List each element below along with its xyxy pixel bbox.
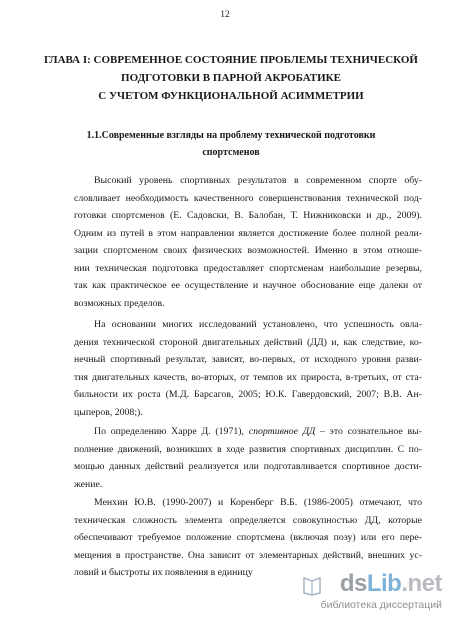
text-line: тия двигательных качеств, во-вторых, от темпов их прироста, в-третьих, от ста- — [74, 371, 422, 383]
text-line: нечный спортивный результат, зависят, во-первых, от исходного уровня разви- — [74, 354, 422, 365]
chapter-title-line: С УЧЕТОМ ФУНКЦИОНАЛЬНОЙ АСИММЕТРИИ — [98, 90, 364, 102]
page-number: 12 — [220, 10, 230, 20]
text-line: Менхин Ю.В. (1990-2007) и Коренберг В.Б. (1986-2005) отмечают, что — [94, 497, 422, 508]
logo-part: Lib — [366, 570, 402, 597]
text-line: цыперов, 2008;). — [74, 406, 143, 418]
section-title — [40, 127, 422, 161]
text-line: готовки спортсменов (Е. Садовски, В. Балобан, Т. Нижниковски и др., 2009). — [74, 210, 422, 221]
text-line: возможных пределов. — [74, 297, 165, 309]
term-italic: спортивное ДД — [248, 426, 316, 437]
section-title-line: 1.1.Современные взгляды на проблему технической подготовки — [86, 130, 376, 141]
text-line: На основании многих исследований установлено, что успешность овла- — [94, 319, 422, 330]
text-line: Одним из путей в этом направлении является достижение более полной реали- — [74, 227, 422, 239]
book-icon — [302, 574, 322, 596]
text-line: техническая сложность элемента определяется совокупностью ДД, которые — [74, 514, 422, 526]
text-fragment: По определению Харре Д. (1971), — [94, 426, 249, 437]
text-line: бильности их роста (М.Д. Барсагов, 2005; Ю.К. Гавердовский, 2007; В.В. Ан- — [74, 389, 422, 400]
text-line: нии техническая подготовка предоставляет спортсменам наибольшие резервы, — [74, 262, 422, 274]
logo-part: ds — [339, 570, 367, 597]
section-title-line: спортсменов — [202, 147, 260, 158]
text-line: жение. — [74, 478, 103, 490]
chapter-title — [40, 51, 422, 105]
text-fragment: – это сознательное вы- — [315, 426, 422, 437]
logo-part: .net — [401, 570, 442, 597]
text-line: мещения в пространстве. Она зависит от элементарных действий, внешних ус- — [74, 549, 422, 561]
watermark-subtitle: библиотека диссертаций — [320, 599, 442, 611]
paragraph-4 — [74, 494, 422, 582]
text-line: Высокий уровень спортивных результатов в современном спорте обу- — [94, 175, 422, 186]
text-line: обеспечивают требуемое положение спортсмена (включая позу) или его пере- — [74, 532, 422, 543]
paragraph-2 — [74, 316, 422, 421]
paragraph-3 — [74, 423, 422, 493]
chapter-title-line: ГЛАВА I: СОВРЕМЕННОЕ СОСТОЯНИЕ ПРОБЛЕМЫ ТЕХНИЧЕСКОЙ — [44, 54, 418, 66]
chapter-title-line: ПОДГОТОВКИ В ПАРНОЙ АКРОБАТИКЕ — [121, 72, 341, 84]
text-line — [74, 423, 422, 441]
paragraph-1 — [74, 172, 422, 312]
text-line: дения технической стороной двигательных действий (ДД) и, как следствие, ко- — [74, 336, 422, 348]
text-line: мощью данных действий реализуется или подготавливается спортивное дости- — [74, 461, 422, 472]
text-line: ловий и быстроты их появления в единицу — [74, 567, 253, 578]
text-line: зации спортсменом своих физических возможностей. Именно в этом отноше- — [74, 245, 422, 256]
watermark — [272, 570, 442, 616]
watermark-logo — [340, 570, 442, 598]
text-line: полнение движений, возникших в ходе развития спортивных дисциплин. С по- — [74, 443, 422, 455]
text-line: так как практическое ее осуществление и научное обоснование еще далеки от — [74, 280, 422, 291]
text-line: словливает необходимость качественного совершенствования технической под- — [74, 192, 422, 204]
